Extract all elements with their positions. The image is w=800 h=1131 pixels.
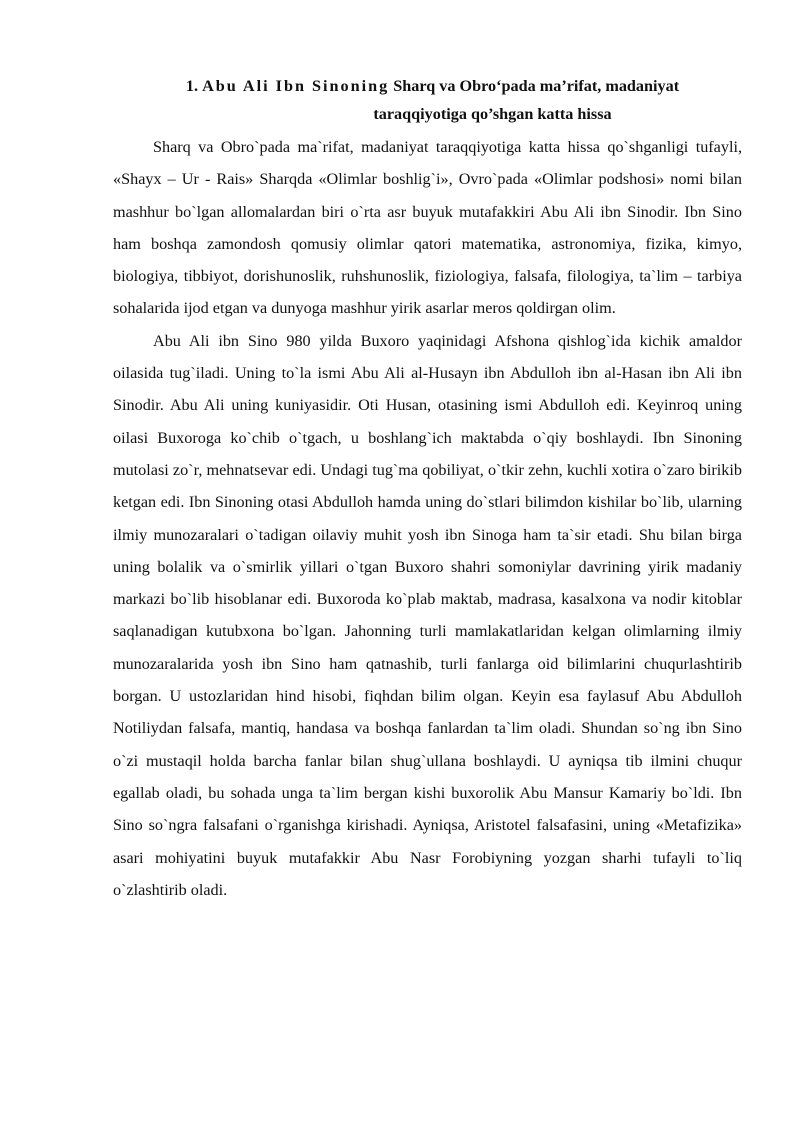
- paragraph-2: Abu Ali ibn Sino 980 yilda Buxoro yaqinidagi Afshona qishlog`ida kichik amaldor oilasida tug`iladi. Uning to`la ismi Abu Ali al-Husayn ibn Abdulloh ibn al-Hasan ibn Ali ibn Sinodir. Abu Ali uning kuniyasidir. Oti Husan, otasining ismi Abdulloh edi. Keyinroq uning oilasi Buxoroga ko`chib o`tgach, u boshlang`ich maktabda o`qiy boshlaydi. Ibn Sinoning mutolasi zo`r, mehnatsevar edi. Undagi tug`ma qobiliyat, o`tkir zehn, kuchli xotira o`zaro birikib ketgan edi. Ibn Sinoning otasi Abdulloh hamda uning do`stlari bilimdon kishilar bo`lib, ularning ilmiy munozaralari o`tadigan oilaviy muhit yosh ibn Sinoga ham ta`sir etadi. Shu bilan birga uning bolalik va o`smirlik yillari o`tgan Buxoro shahri somoniylar davrining yirik madaniy markazi bo`lib hisoblanar edi. Buxoroda ko`plab maktab, madrasa, kasalxona va nodir kitoblar saqlanadigan kutubxona bo`lgan. Jahonning turli mamlakatlaridan kelgan olimlarning ilmiy munozaralarida yosh ibn Sino ham qatnashib, turli fanlarga oid bilimlarini chuqurlashtirib borgan. U ustozlaridan hind hisobi, fiqhdan bilim olgan. Keyin esa faylasuf Abu Abdulloh Notiliydan falsafa, mantiq, handasa va boshqa fanlardan ta`lim oladi. Shundan so`ng ibn Sino o`zi mustaqil holda barcha fanlar bilan shug`ullana boshlaydi. U ayniqsa tib ilmini chuqur egallab oladi, bu sohada unga ta`lim bergan kishi buxorolik Abu Mansur Kamariy bo`ldi. Ibn Sino so`ngra falsafani o`rganishga kirishadi. Ayniqsa, Aristotel falsafasini, uning «Metafizika» asari mohiyatini buyuk mutafakkir Abu Nasr Forobiyning yozgan sharhi tufayli to`liq o`zlashtirib oladi.: [113, 331, 742, 899]
- section-title-line2: taraqqiyotiga qo’shgan katta hissa: [373, 105, 612, 123]
- section-title-line1: Sharq va Obro‘pada ma’rifat, madaniyat: [393, 77, 680, 95]
- section-subject: Abu Ali Ibn Sinoning: [202, 77, 390, 95]
- section-number: 1.: [185, 77, 199, 95]
- section-heading: [113, 72, 742, 128]
- paragraph-1: Sharq va Obro`pada ma`rifat, madaniyat taraqqiyotiga katta hissa qo`shganligi tufayli, «Shayx – Ur - Rais» Sharqda «Olimlar boshlig`i», Ovro`pada «Olimlar podshosi» nomi bilan mashhur bo`lgan allomalardan biri o`rta asr buyuk mutafakkiri Abu Ali ibn Sinodir. Ibn Sino ham boshqa zamondosh qomusiy olimlar qatori matematika, astronomiya, fizika, kimyo, biologiya, tibbiyot, dorishunoslik, ruhshunoslik, fiziologiya, falsafa, filologiya, ta`lim – tarbiya sohalarida ijod etgan va dunyoga mashhur yirik asarlar meros qoldirgan olim.: [113, 138, 742, 318]
